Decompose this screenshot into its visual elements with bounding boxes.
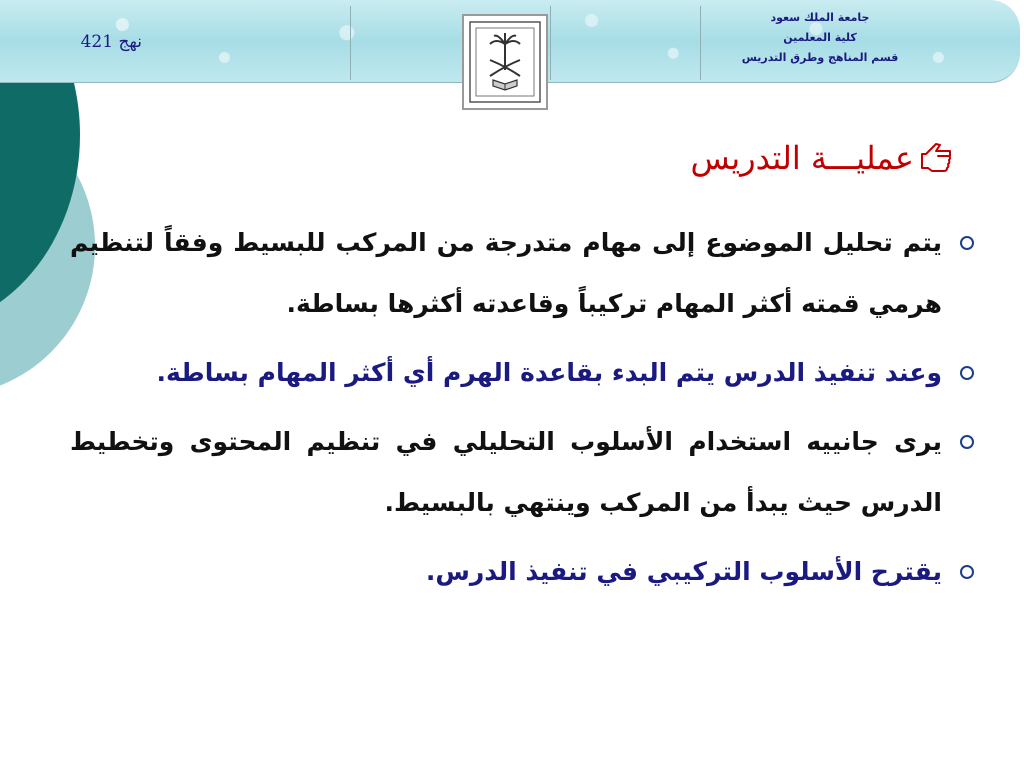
- university-logo: [462, 14, 548, 110]
- department-name: قسم المناهج وطرق التدريس: [741, 51, 899, 64]
- palm-swords-emblem-icon: [468, 20, 542, 104]
- header-divider: [350, 6, 351, 80]
- hand-pointer-icon: [918, 141, 952, 175]
- bullet-text: يقترح الأسلوب التركيبي في تنفيذ الدرس.: [425, 557, 942, 586]
- title-text: عمليـــة التدريس: [690, 139, 914, 177]
- header-divider: [550, 6, 551, 80]
- bullet-list: [70, 212, 980, 610]
- university-info: [700, 8, 940, 68]
- list-item: [70, 342, 980, 403]
- list-item: [70, 411, 980, 533]
- bullet-text: يتم تحليل الموضوع إلى مهام متدرجة من المركب للبسيط وفقاً لتنظيم هرمي قمته أكثر المهام تركيباً وقاعدته أكثرها بساطة.: [70, 228, 942, 318]
- circle-bullet-icon: [960, 435, 974, 449]
- circle-bullet-icon: [960, 236, 974, 250]
- circle-bullet-icon: [960, 565, 974, 579]
- list-item: [70, 212, 980, 334]
- university-name: جامعة الملك سعود: [770, 11, 870, 24]
- slide-title: [690, 132, 952, 184]
- circle-bullet-icon: [960, 366, 974, 380]
- bullet-text: وعند تنفيذ الدرس يتم البدء بقاعدة الهرم أي أكثر المهام بساطة.: [156, 358, 942, 387]
- bullet-text: يرى جانييه استخدام الأسلوب التحليلي في تنظيم المحتوى وتخطيط الدرس حيث يبدأ من المركب وينتهي بالبسيط.: [70, 427, 942, 517]
- college-name: كلية المعلمين: [783, 31, 857, 44]
- course-code: نهج 421: [80, 32, 142, 52]
- list-item: [70, 541, 980, 602]
